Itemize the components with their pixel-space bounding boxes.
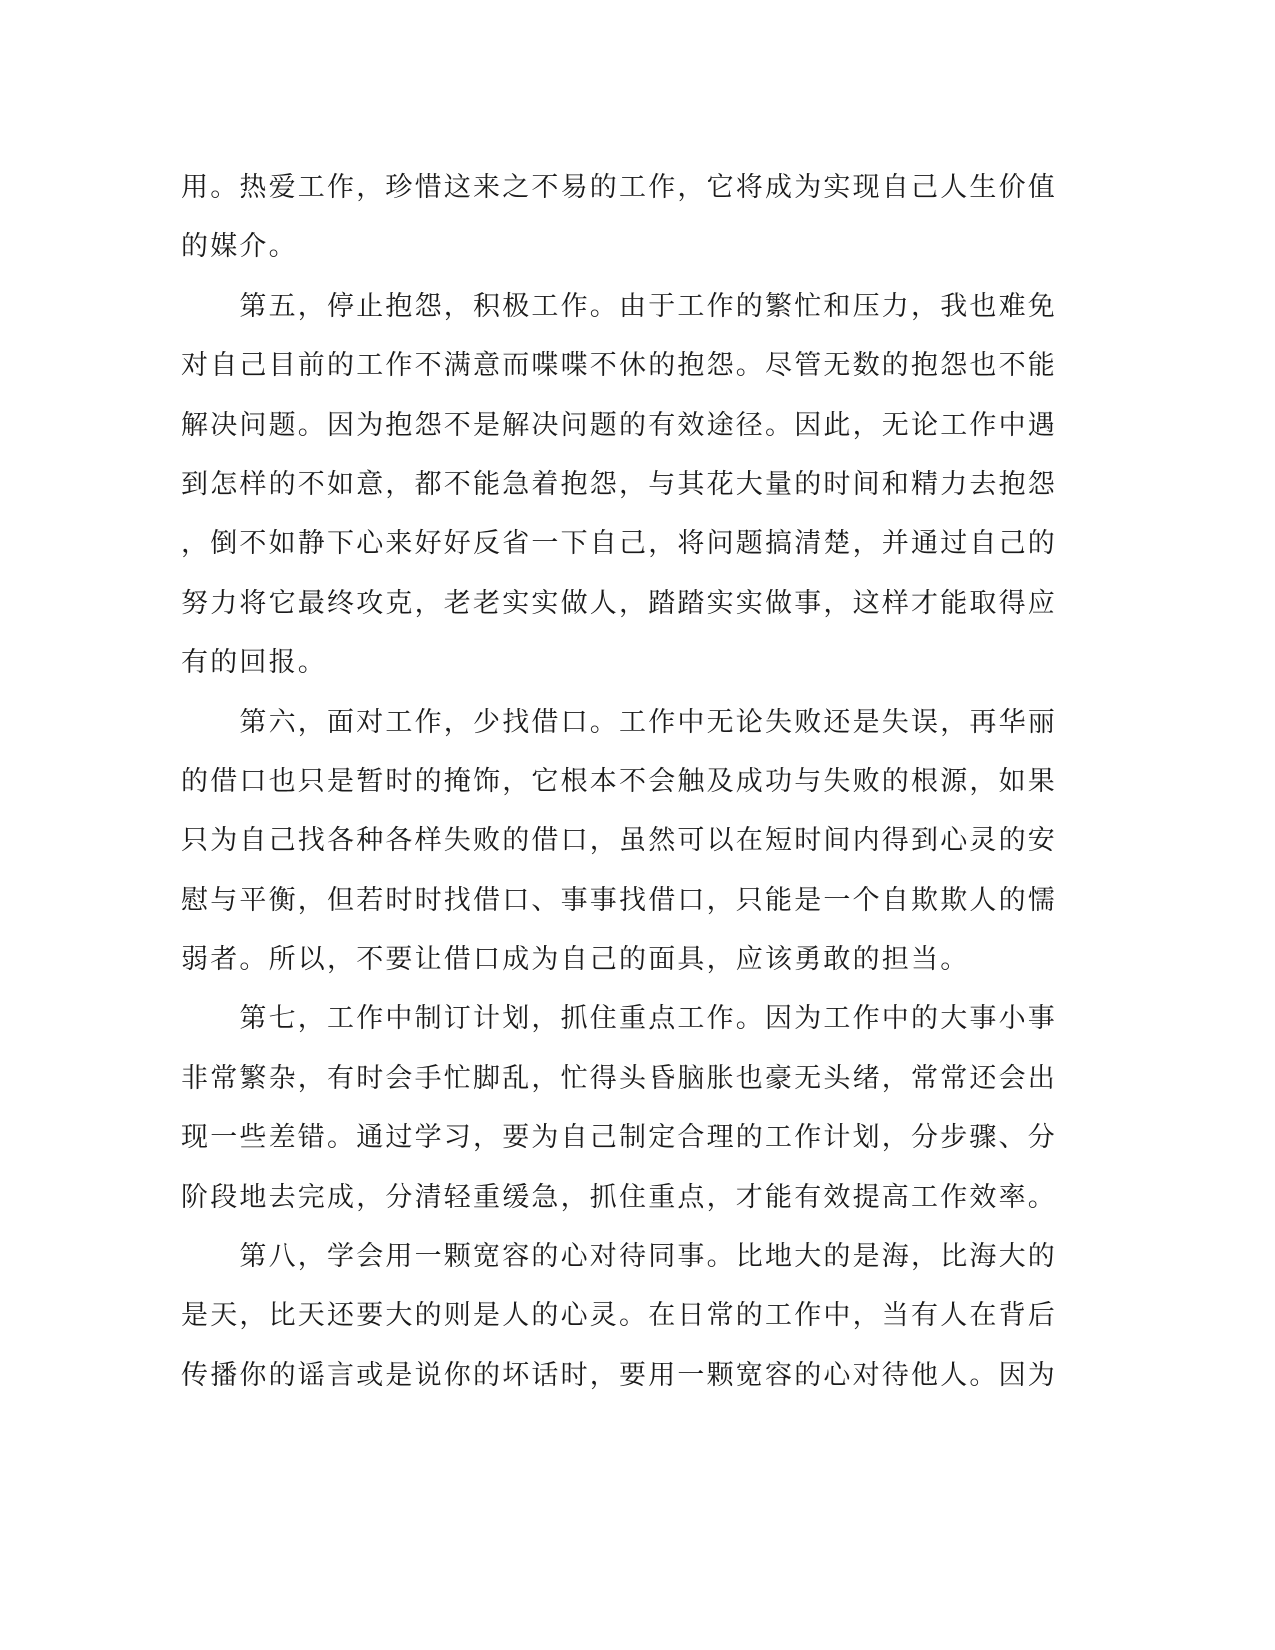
text-line: 非常繁杂，有时会手忙脚乱，忙得头昏脑胀也豪无头绪，常常还会出 [181,1062,1057,1094]
text-line: 只为自己找各种各样失败的借口，虽然可以在短时间内得到心灵的安 [181,825,1057,857]
text-line: 传播你的谣言或是说你的坏话时，要用一颗宽容的心对待他人。因为 [181,1359,1057,1391]
text-line: 现一些差错。通过学习，要为自己制定合理的工作计划，分步骤、分 [181,1122,1057,1154]
text-line: 到怎样的不如意，都不能急着抱怨，与其花大量的时间和精力去抱怨 [181,468,1057,500]
text-line: 第五，停止抱怨，积极工作。由于工作的繁忙和压力，我也难免 [181,290,1057,322]
text-line: 第八，学会用一颗宽容的心对待同事。比地大的是海，比海大的 [181,1241,1057,1273]
text-line: ，倒不如静下心来好好反省一下自己，将问题搞清楚，并通过自己的 [181,528,1057,560]
text-line: 用。热爱工作，珍惜这来之不易的工作，它将成为实现自己人生价值 [181,172,1057,203]
text-line: 有的回报。 [181,647,327,679]
text-line: 是天，比天还要大的则是人的心灵。在日常的工作中，当有人在背后 [181,1300,1057,1332]
text-line: 对自己目前的工作不满意而喋喋不休的抱怨。尽管无数的抱怨也不能 [181,350,1057,382]
text-line: 解决问题。因为抱怨不是解决问题的有效途径。因此，无论工作中遇 [181,409,1057,441]
text-line: 的借口也只是暂时的掩饰，它根本不会触及成功与失败的根源，如果 [181,765,1057,797]
text-line: 第七，工作中制订计划，抓住重点工作。因为工作中的大事小事 [181,1003,1057,1035]
text-line: 阶段地去完成，分清轻重缓急，抓住重点，才能有效提高工作效率。 [181,1181,1057,1213]
text-line: 第六，面对工作，少找借口。工作中无论失败还是失误，再华丽 [181,706,1057,738]
text-line: 的媒介。 [181,231,298,263]
body-text [181,158,1057,1405]
text-line: 弱者。所以，不要让借口成为自己的面具，应该勇敢的担当。 [181,944,970,976]
text-line: 慰与平衡，但若时时找借口、事事找借口，只能是一个自欺欺人的懦 [181,884,1057,916]
text-line: 努力将它最终攻克，老老实实做人，踏踏实实做事，这样才能取得应 [181,587,1057,619]
